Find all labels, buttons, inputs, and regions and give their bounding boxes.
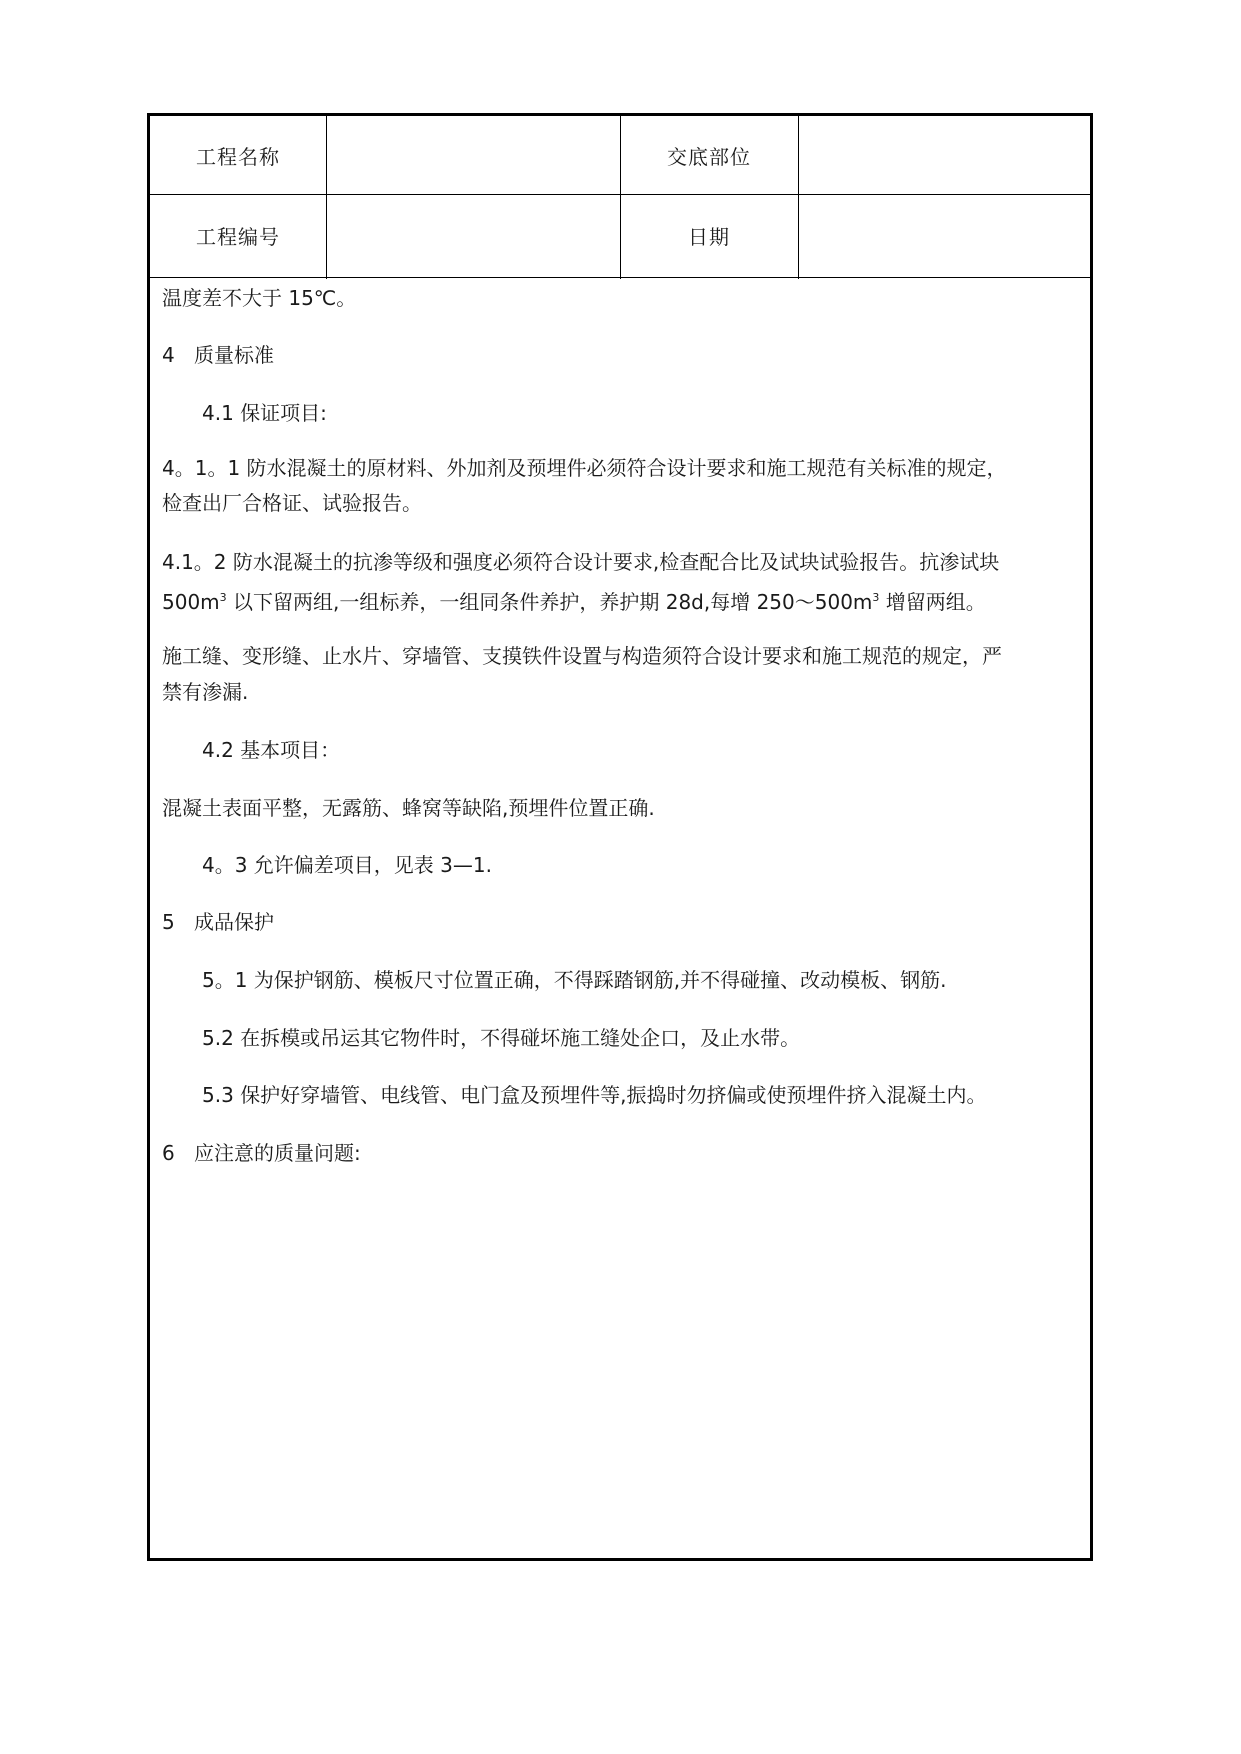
paragraph-4-1-1-line2: 检查出厂合格证、试验报告。	[162, 491, 422, 515]
superscript-3: 3	[872, 591, 880, 604]
section-6-number: 6	[162, 1141, 175, 1165]
paragraph-5-2: 5.2 在拆模或吊运其它物件时，不得碰坏施工缝处企口，及止水带。	[202, 1026, 801, 1050]
text-curing: 以下留两组,一组标养，一组同条件养护，养护期 28d,每增 250～500m	[226, 590, 873, 614]
section-4-title: 质量标准	[194, 343, 274, 367]
paragraph-joints-line2: 禁有渗漏.	[162, 680, 249, 704]
project-name-value	[328, 116, 620, 195]
handover-part-value	[800, 116, 1090, 195]
header-col-divider-1	[326, 116, 327, 279]
section-6-heading	[162, 1134, 361, 1172]
section-5-heading	[162, 903, 274, 941]
paragraph-temperature: 温度差不大于 15℃。	[162, 286, 357, 310]
date-label: 日期	[688, 225, 730, 249]
handover-part-label: 交底部位	[667, 145, 751, 169]
header-col-divider-3	[798, 116, 799, 279]
header-table	[150, 116, 1090, 279]
section-5-number: 5	[162, 910, 175, 934]
paragraph-joints-line1: 施工缝、变形缝、止水片、穿墙管、支摸铁件设置与构造须符合设计要求和施工规范的规定，严	[162, 644, 1002, 668]
paragraph-surface: 混凝土表面平整，无露筋、蜂窝等缺陷,预埋件位置正确.	[162, 796, 655, 820]
paragraph-4-2: 4.2 基本项目：	[202, 738, 341, 762]
text-extra-groups: 增留两组。	[879, 590, 986, 614]
section-4-heading	[162, 336, 274, 374]
section-5-title: 成品保护	[194, 910, 274, 934]
paragraph-5-1: 5。1 为保护钢筋、模板尺寸位置正确，不得踩踏钢筋,并不得碰撞、改动模板、钢筋.	[202, 968, 947, 992]
text-500m: 500m	[162, 590, 220, 614]
project-no-value	[328, 196, 620, 275]
section-6-title: 应注意的质量问题:	[194, 1141, 361, 1165]
paragraph-4-1-2-line2	[162, 579, 986, 621]
date-value	[800, 196, 1090, 275]
paragraph-5-3: 5.3 保护好穿墙管、电线管、电门盒及预埋件等,振捣时勿挤偏或使预埋件挤入混凝土内。	[202, 1083, 987, 1107]
superscript-3: 3	[219, 591, 227, 604]
handover-sheet	[147, 113, 1093, 1561]
paragraph-4-1: 4.1 保证项目:	[202, 401, 327, 425]
section-4-number: 4	[162, 343, 175, 367]
project-name-label: 工程名称	[196, 145, 280, 169]
project-no-label: 工程编号	[196, 225, 280, 249]
paragraph-4-1-2-line1: 4.1。2 防水混凝土的抗渗等级和强度必须符合设计要求,检查配合比及试块试验报告。抗渗试块	[162, 550, 1000, 574]
paragraph-4-1-1-line1: 4。1。1 防水混凝土的原材料、外加剂及预埋件必须符合设计要求和施工规范有关标准的规定，	[162, 456, 1007, 480]
paragraph-4-3: 4。3 允许偏差项目，见表 3—1.	[202, 853, 492, 877]
